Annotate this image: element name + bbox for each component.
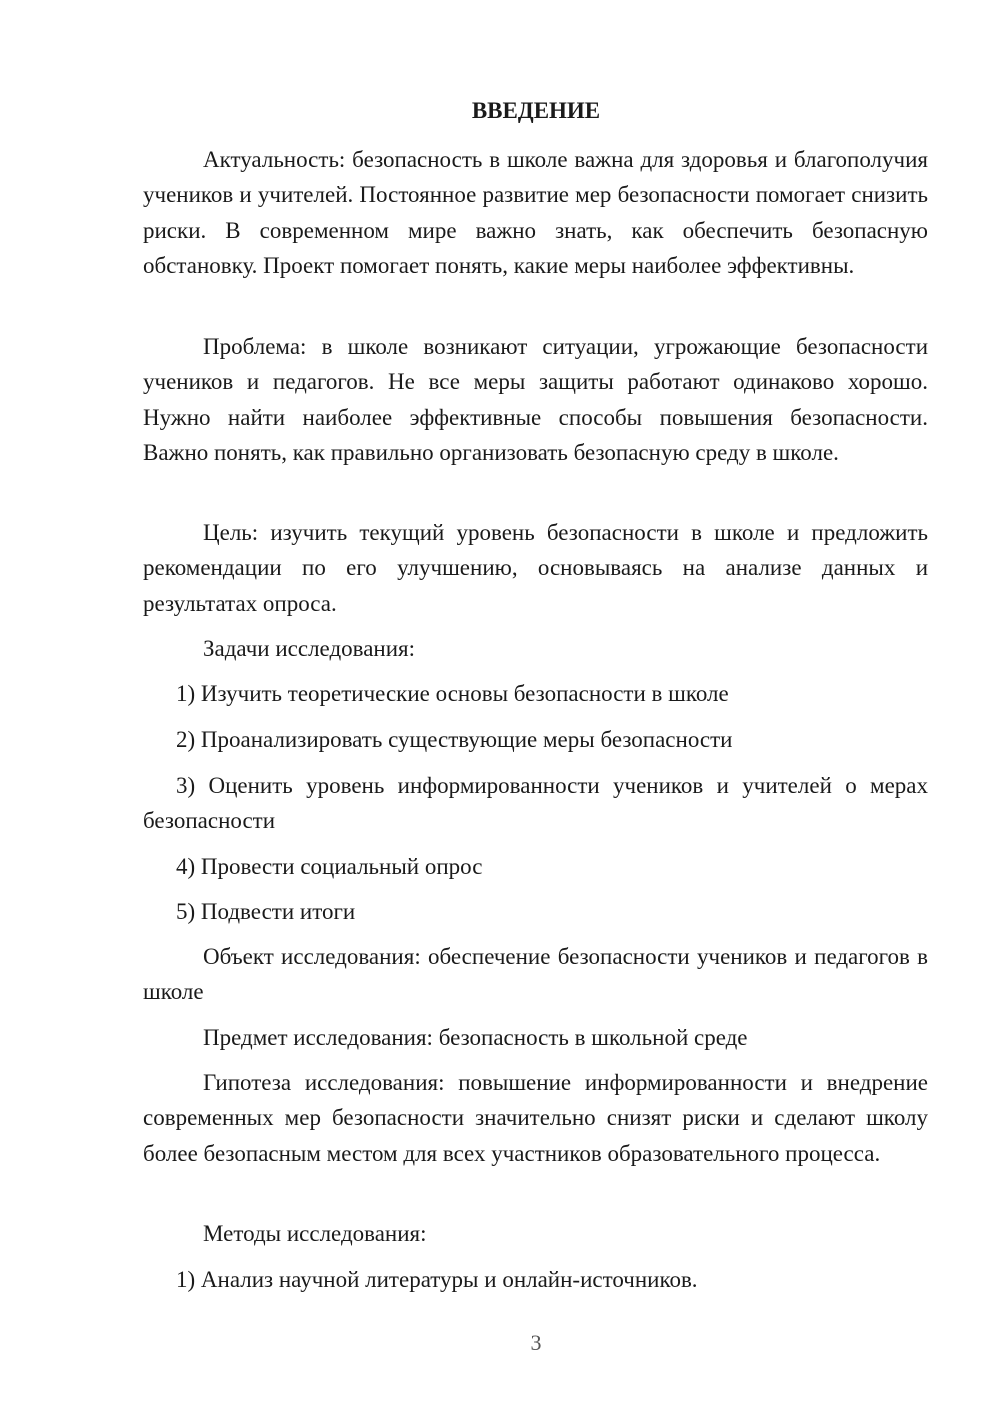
method-item-1: 1) Анализ научной литературы и онлайн-источников. — [176, 1267, 698, 1292]
task-item-1: 1) Изучить теоретические основы безопасности в школе — [176, 681, 729, 706]
task-item-4: 4) Провести социальный опрос — [176, 854, 483, 879]
task-item-2: 2) Проанализировать существующие меры безопасности — [176, 727, 733, 752]
paragraph-object: Объект исследования: обеспечение безопасности учеников и педагогов в школе — [143, 944, 928, 1005]
methods-heading: Методы исследования: — [203, 1221, 427, 1246]
paragraph-relevance: Актуальность: безопасность в школе важна для здоровья и благополучия учеников и учителей. Постоянное развитие мер безопасности помогает снизить риски. В современном мире важно знать, как обеспечить безопасную обстановку. Проект помогает понять, какие меры наиболее эффективны. — [143, 147, 928, 279]
paragraph-subject: Предмет исследования: безопасность в школьной среде — [203, 1025, 748, 1050]
page-number: 3 — [530, 1330, 542, 1355]
paragraph-hypothesis: Гипотеза исследования: повышение информированности и внедрение современных мер безопасности значительно снизят риски и сделают школу более безопасным местом для всех участников образовательного процесса. — [143, 1070, 928, 1166]
paragraph-goal: Цель: изучить текущий уровень безопасности в школе и предложить рекомендации по его улучшению, основываясь на анализе данных и результатах опроса. — [143, 520, 928, 616]
task-item-5: 5) Подвести итоги — [176, 899, 356, 924]
page-title: ВВЕДЕНИЕ — [471, 98, 601, 123]
paragraph-problem: Проблема: в школе возникают ситуации, угрожающие безопасности учеников и педагогов. Не все меры защиты работают одинаково хорошо. Нужно найти наиболее эффективные способы повышения безопасности. Важно понять, как правильно организовать безопасную среду в школе. — [143, 334, 928, 466]
task-item-3: 3) Оценить уровень информированности учеников и учителей о мерах безопасности — [143, 773, 928, 834]
tasks-heading: Задачи исследования: — [203, 636, 416, 661]
